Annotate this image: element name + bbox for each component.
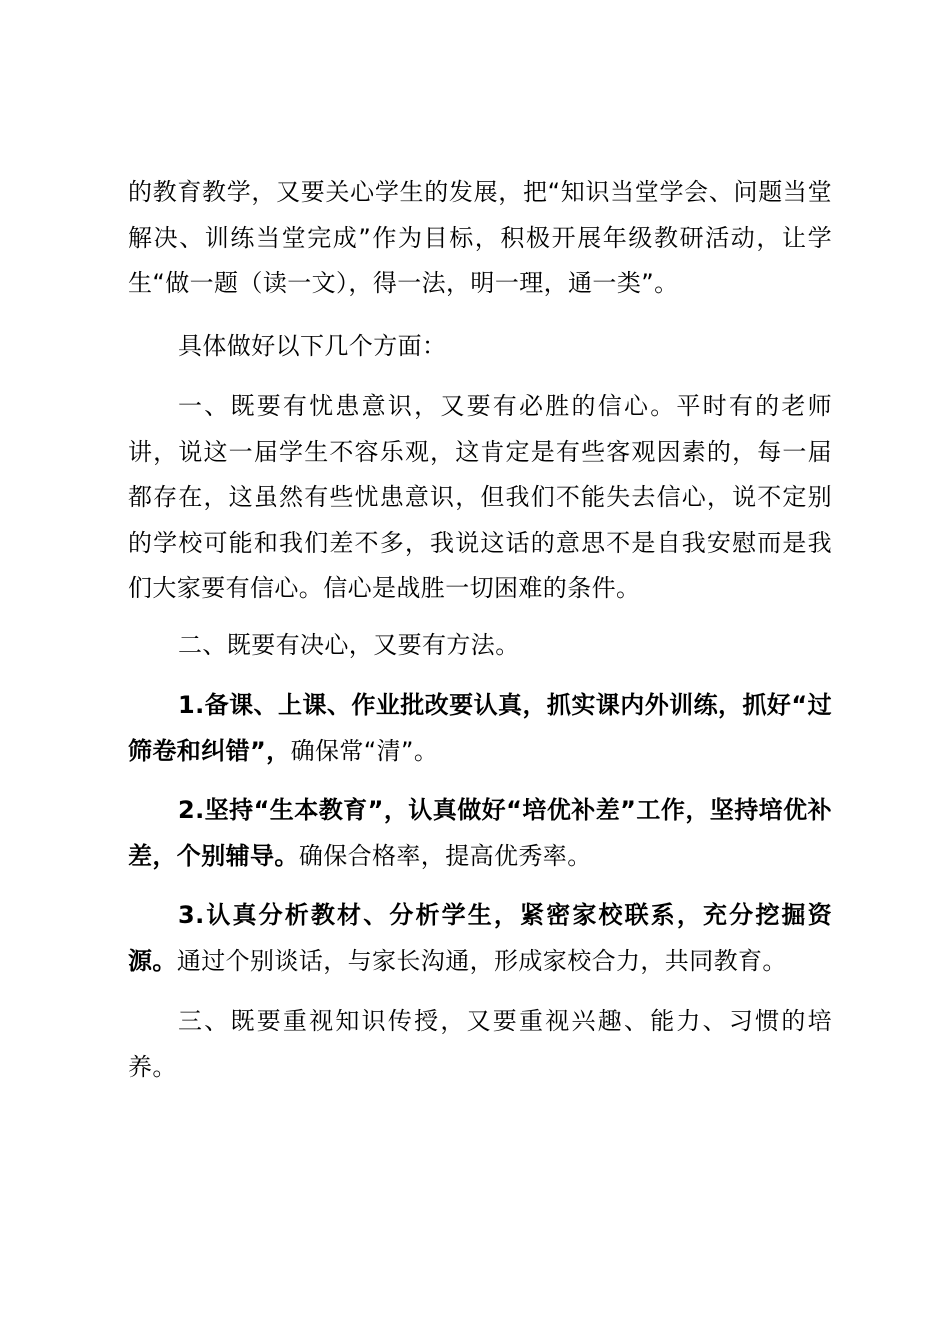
paragraph-section-one: 一、既要有忧患意识，又要有必胜的信心。平时有的老师讲，说这一届学生不容乐观，这肯定是有些客观因素的，每一届都存在，这虽然有些忧患意识，但我们不能失去信心，说不定别的学校可能和我们差不多，我说这话的意思不是自我安慰而是我们大家要有信心。信心是战胜一切困难的条件。: [128, 392, 832, 602]
item-1-bold-text: 1.备课、上课、作业批改要认真，抓实课内外训练，抓好“过筛卷和纠错”，: [128, 691, 832, 765]
paragraph-item-3: [128, 893, 832, 984]
paragraph-continuation: 的教育教学，又要关心学生的发展，把“知识当堂学会、问题当堂解决、训练当堂完成”作为目标，积极开展年级教研活动，让学生“做一题（读一文），得一法，明一理，通一类”。: [128, 178, 832, 297]
paragraph-item-1: [128, 683, 832, 774]
paragraph-item-2: [128, 788, 832, 879]
item-3-bold-text: 3.认真分析教材、分析学生，紧密家校联系，充分挖掘资源。: [128, 901, 832, 975]
item-3-text: 通过个别谈话，与家长沟通，形成家校合力，共同教育。: [176, 946, 787, 975]
item-1-text: 确保常“清”。: [290, 736, 439, 765]
paragraph-section-two: 二、既要有决心，又要有方法。: [178, 631, 520, 659]
item-2-bold-text: 2.坚持“生本教育”，认真做好“培优补差”工作，坚持培优补差，个别辅导。: [128, 796, 832, 870]
item-2-text: 确保合格率，提高优秀率。: [298, 841, 592, 870]
paragraph-intro: 具体做好以下几个方面：: [178, 332, 447, 360]
paragraph-section-three: 三、既要重视知识传授，又要重视兴趣、能力、习惯的培养。: [128, 1007, 832, 1081]
